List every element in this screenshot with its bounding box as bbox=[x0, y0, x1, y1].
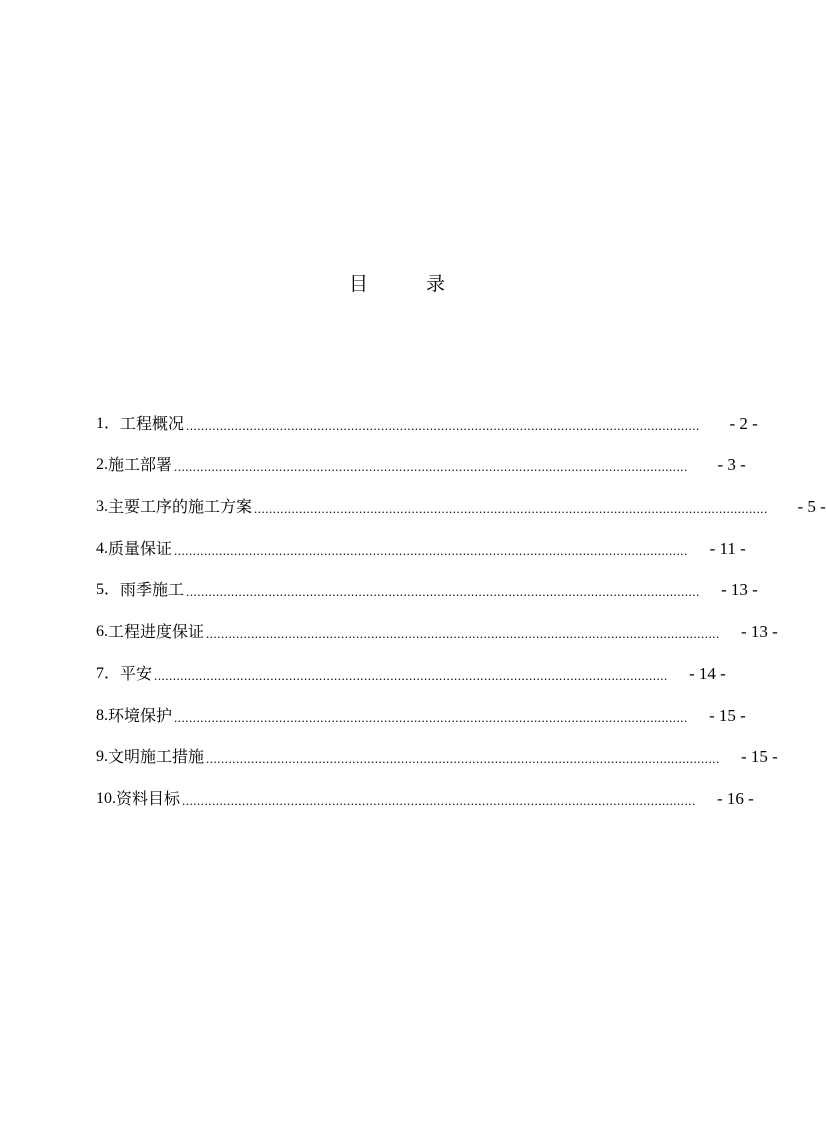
toc-entry-number: 7． bbox=[96, 664, 121, 682]
toc-entry-number: 6. bbox=[96, 623, 108, 641]
toc-entry-number: 5． bbox=[96, 581, 121, 599]
title-char-2: 录 bbox=[426, 273, 446, 295]
toc-entry-page: - 15 - bbox=[740, 747, 778, 767]
toc-dot-leader: ......................................................................................................................................... bbox=[182, 792, 696, 808]
toc-entry[interactable] bbox=[96, 771, 754, 813]
title-char-1: 目 bbox=[348, 273, 368, 295]
toc-entry-title: 环境保护 bbox=[108, 705, 173, 725]
toc-entry-title: 工程进度保证 bbox=[108, 622, 205, 642]
toc-entry[interactable] bbox=[96, 521, 746, 563]
toc-entry-page: - 11 - bbox=[709, 538, 746, 558]
toc-entry-number: 1． bbox=[96, 414, 121, 432]
toc-dot-leader: ......................................................................................................................................... bbox=[206, 626, 720, 642]
toc-entry-page: - 2 - bbox=[729, 413, 758, 433]
toc-entry-page: - 3 - bbox=[717, 455, 746, 475]
toc-dot-leader: ......................................................................................................................................... bbox=[186, 584, 700, 600]
page-title bbox=[0, 270, 794, 298]
toc-entry-title: 主要工序的施工方案 bbox=[108, 497, 253, 517]
toc-entry-number: 2. bbox=[96, 456, 108, 474]
table-of-contents bbox=[96, 396, 826, 813]
toc-entry[interactable] bbox=[96, 604, 778, 646]
toc-entry-page: - 15 - bbox=[708, 705, 746, 725]
toc-entry-title: 资料目标 bbox=[116, 788, 181, 808]
toc-entry-title: 文明施工措施 bbox=[108, 747, 205, 767]
toc-dot-leader: ......................................................................................................................................... bbox=[206, 751, 720, 767]
toc-entry-page: - 5 - bbox=[797, 497, 826, 517]
toc-entry-title: 质量保证 bbox=[108, 538, 173, 558]
toc-entry-title: 工程概况 bbox=[120, 413, 185, 433]
toc-entry-number: 9. bbox=[96, 748, 108, 766]
toc-entry[interactable] bbox=[96, 730, 778, 772]
toc-dot-leader: ......................................................................................................................................... bbox=[186, 417, 700, 433]
toc-entry[interactable] bbox=[96, 438, 746, 480]
toc-entry-number: 10. bbox=[96, 789, 116, 807]
toc-entry-number: 4. bbox=[96, 539, 108, 557]
toc-dot-leader: ......................................................................................................................................... bbox=[174, 709, 688, 725]
toc-entry-page: - 14 - bbox=[688, 663, 726, 683]
toc-dot-leader: ......................................................................................................................................... bbox=[174, 459, 688, 475]
toc-entry-title: 平安 bbox=[120, 663, 153, 683]
toc-dot-leader: ......................................................................................................................................... bbox=[174, 542, 688, 558]
toc-entry-page: - 13 - bbox=[740, 622, 778, 642]
toc-entry[interactable] bbox=[96, 688, 746, 730]
toc-entry[interactable] bbox=[96, 479, 826, 521]
toc-entry[interactable] bbox=[96, 646, 726, 688]
toc-entry[interactable] bbox=[96, 563, 758, 605]
toc-entry-number: 8. bbox=[96, 706, 108, 724]
toc-dot-leader: ......................................................................................................................................... bbox=[154, 667, 668, 683]
toc-entry-page: - 13 - bbox=[720, 580, 758, 600]
toc-dot-leader: ......................................................................................................................................... bbox=[254, 501, 768, 517]
toc-entry-title: 雨季施工 bbox=[120, 580, 185, 600]
toc-entry[interactable] bbox=[96, 396, 758, 438]
toc-entry-number: 3. bbox=[96, 498, 108, 516]
toc-entry-title: 施工部署 bbox=[108, 455, 173, 475]
toc-entry-page: - 16 - bbox=[716, 788, 754, 808]
